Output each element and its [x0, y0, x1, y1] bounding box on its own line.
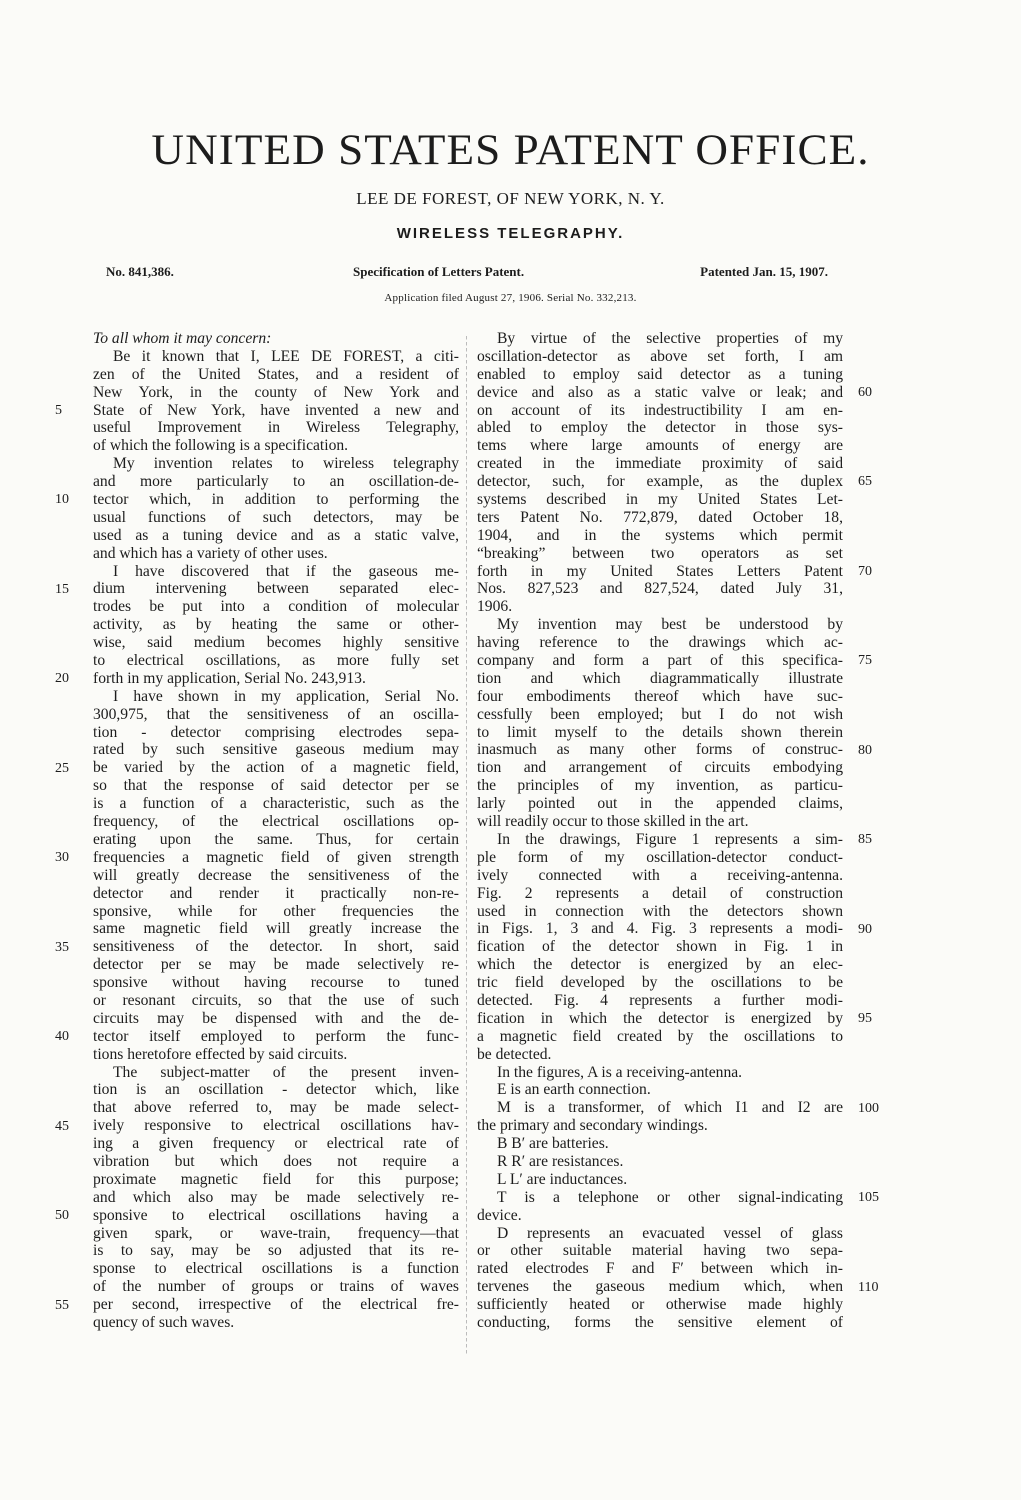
text-line: and more particularly to an oscillation-de- [93, 473, 459, 491]
text-line: detector and render it practically non-re- [93, 884, 459, 902]
text-line: My invention may best be understood by [497, 616, 843, 634]
text-line: Be it known that I, LEE DE FOREST, a citi- [113, 347, 459, 365]
text-line: sponsive without having recourse to tuned [93, 974, 459, 992]
text-line: “breaking” between two operators as set [477, 544, 843, 562]
text-line: the primary and secondary windings. [477, 1117, 708, 1135]
text-line: activity, as by heating the same or other- [93, 616, 459, 634]
text-line: wise, said medium becomes highly sensitive [93, 634, 459, 652]
text-line: and which has a variety of other uses. [93, 544, 328, 562]
line-number: 15 [55, 581, 69, 597]
text-line: ively responsive to electrical oscillations hav- [93, 1117, 459, 1135]
line-number: 100 [858, 1100, 879, 1116]
text-line: B B′ are batteries. [497, 1135, 609, 1153]
text-line: L L′ are inductances. [497, 1170, 628, 1188]
text-line: enabled to employ said detector as a tuning [477, 365, 843, 383]
text-line: ively connected with a receiving-antenna. [477, 866, 843, 884]
text-line: tion - detector comprising electrodes sepa- [93, 723, 459, 741]
text-line: tions heretofore effected by said circuits. [93, 1045, 348, 1063]
text-line: In the drawings, Figure 1 represents a sim- [497, 830, 843, 848]
text-line: of the number of groups or trains of waves [93, 1278, 459, 1296]
patent-subject: WIRELESS TELEGRAPHY. [396, 225, 625, 242]
text-line: The subject-matter of the present inven- [113, 1063, 459, 1081]
text-line: detector, such, for example, as the duplex [477, 473, 843, 491]
text-line: to electrical oscillations, as more fully set [93, 652, 459, 670]
text-line: a magnetic field created by the oscillations to [477, 1027, 843, 1045]
line-number: 55 [55, 1297, 69, 1313]
text-line: Nos. 827,523 and 827,524, dated July 31, [477, 580, 843, 598]
line-number: 90 [858, 921, 872, 937]
text-line: same magnetic field will greatly increase the [93, 920, 459, 938]
text-line: fication of the detector shown in Fig. 1 in [477, 938, 843, 956]
text-line: will readily occur to those skilled in the art. [477, 813, 749, 831]
line-number: 40 [55, 1029, 69, 1045]
text-line: forth in my United States Letters Patent [477, 562, 843, 580]
text-line: tion is an oscillation - detector which, like [93, 1081, 459, 1099]
text-line: tion and arrangement of circuits embodying [477, 759, 843, 777]
text-line: fication in which the detector is energized by [477, 1009, 843, 1027]
specification-label: Specification of Letters Patent. [353, 264, 525, 279]
text-line: To all whom it may concern: [93, 330, 272, 347]
text-line: cessfully been employed; but I do not wish [477, 705, 843, 723]
line-number: 5 [55, 402, 62, 418]
text-line: on account of its indestructibility I am en- [477, 401, 843, 419]
text-line: forth in my application, Serial No. 243,913. [93, 669, 366, 687]
text-line: I have discovered that if the gaseous me- [113, 562, 459, 580]
text-line: tector which, in addition to performing the [93, 491, 459, 509]
text-line: to limit myself to the details shown therein [477, 723, 843, 741]
text-line: tion and which diagrammatically illustrate [477, 669, 843, 687]
text-line: tervenes the gaseous medium which, when [477, 1278, 843, 1296]
text-line: will greatly decrease the sensitiveness of the [93, 866, 459, 884]
inventor-line: LEE DE FOREST, OF NEW YORK, N. Y. [356, 189, 665, 208]
text-line: 1906. [477, 598, 513, 616]
line-number: 10 [55, 492, 69, 508]
line-number: 105 [858, 1190, 879, 1206]
text-line: used as a tuning device and as a static valve, [93, 526, 459, 544]
text-line: four embodiments thereof which have suc- [477, 687, 843, 705]
text-line: rated by such sensitive gaseous medium may [93, 741, 459, 759]
text-line: device. [477, 1206, 522, 1224]
text-line: or other suitable material having two sepa- [477, 1242, 843, 1260]
text-line: sponsive to electrical oscillations having a [93, 1206, 459, 1224]
line-number: 45 [55, 1118, 69, 1134]
line-number: 30 [55, 850, 69, 866]
text-line: per second, irrespective of the electrical fre- [93, 1296, 459, 1314]
text-line: vibration but which does not require a [93, 1152, 459, 1170]
text-line: tric field developed by the oscillations to be [477, 974, 843, 992]
line-number: 65 [858, 474, 872, 490]
text-line: Fig. 2 represents a detail of construction [477, 884, 843, 902]
text-line: given spark, or wave-train, frequency—that [93, 1224, 459, 1242]
line-number: 95 [858, 1011, 872, 1027]
text-line: dium intervening between separated elec- [93, 580, 459, 598]
text-line: My invention relates to wireless telegraphy [113, 455, 459, 473]
text-line: In the figures, A is a receiving-antenna. [497, 1063, 743, 1081]
text-line: proximate magnetic field for this purpose; [93, 1170, 459, 1188]
line-number: 50 [55, 1208, 69, 1224]
line-number: 25 [55, 760, 69, 776]
text-line: By virtue of the selective properties of my [497, 330, 843, 347]
line-number: 35 [55, 939, 69, 955]
text-line: be varied by the action of a magnetic field, [93, 759, 459, 777]
text-line: M is a transformer, of which I1 and I2 are [497, 1099, 843, 1117]
text-line: tector itself employed to perform the func- [93, 1027, 459, 1045]
line-number: 60 [858, 384, 872, 400]
line-number: 85 [858, 832, 872, 848]
text-line: frequency, of the electrical oscillations op- [93, 813, 459, 831]
text-line: T is a telephone or other signal-indicating [497, 1188, 843, 1206]
text-line: abled to employ the detector in those sys- [477, 419, 843, 437]
line-number: 75 [858, 653, 872, 669]
text-line: E is an earth connection. [497, 1081, 651, 1099]
text-line: so that the response of said detector per se [93, 777, 459, 795]
text-line: D represents an evacuated vessel of glass [497, 1224, 843, 1242]
text-line: rated electrodes F and F′ between which in- [477, 1260, 843, 1278]
patented-date: Patented Jan. 15, 1907. [700, 264, 828, 279]
line-number: 20 [55, 671, 69, 687]
text-line: that above referred to, may be made select- [93, 1099, 459, 1117]
right-text-column [477, 330, 843, 1332]
text-line: trodes be put into a condition of molecular [93, 598, 459, 616]
patent-number: No. 841,386. [106, 264, 174, 279]
text-line: ters Patent No. 772,879, dated October 18, [477, 508, 843, 526]
text-line: 1904, and in the systems which permit [477, 526, 843, 544]
text-line: R R′ are resistances. [497, 1152, 624, 1170]
text-line: ple form of my oscillation-detector conduct- [477, 848, 843, 866]
text-line: larly pointed out in the appended claims, [477, 795, 843, 813]
line-number: 70 [858, 563, 872, 579]
text-line: circuits may be dispensed with and the de- [93, 1009, 459, 1027]
column-divider [466, 336, 467, 1356]
text-line: be detected. [477, 1045, 552, 1063]
text-line: tems where large amounts of energy are [477, 437, 843, 455]
text-line: sufficiently heated or otherwise made highly [477, 1296, 843, 1314]
text-line: having reference to the drawings which ac- [477, 634, 843, 652]
text-line: the principles of my invention, as particu- [477, 777, 843, 795]
text-line: frequencies a magnetic field of given strength [93, 848, 459, 866]
left-text-column [93, 330, 459, 1332]
text-line: or resonant circuits, so that the use of such [93, 991, 459, 1009]
office-title: UNITED STATES PATENT OFFICE. [151, 127, 870, 174]
text-line: State of New York, have invented a new and [93, 401, 459, 419]
text-line: usual functions of such detectors, may be [93, 508, 459, 526]
text-line: used in connection with the detectors shown [477, 902, 843, 920]
text-line: zen of the United States, and a resident of [93, 365, 459, 383]
text-line: ing a given frequency or electrical rate of [93, 1135, 459, 1153]
text-line: sponse to electrical oscillations is a function [93, 1260, 459, 1278]
text-line: is to say, may be so adjusted that its re- [93, 1242, 459, 1260]
text-line: useful Improvement in Wireless Telegraphy, [93, 419, 459, 437]
text-line: inasmuch as many other forms of construc- [477, 741, 843, 759]
text-line: which the detector is energized by an elec- [477, 956, 843, 974]
text-line: detected. Fig. 4 represents a further modi- [477, 991, 843, 1009]
text-line: created in the immediate proximity of said [477, 455, 843, 473]
text-line: 300,975, that the sensitiveness of an oscilla- [93, 705, 459, 723]
text-line: in Figs. 1, 3 and 4. Fig. 3 represents a modi- [477, 920, 843, 938]
text-line: conducting, forms the sensitive element of [477, 1313, 843, 1331]
application-line: Application filed August 27, 1906. Serial No. 332,213. [384, 292, 637, 304]
text-line: erating upon the same. Thus, for certain [93, 830, 459, 848]
line-number: 110 [858, 1279, 879, 1295]
text-line: company and form a part of this specifica- [477, 652, 843, 670]
text-line: oscillation-detector as above set forth, I am [477, 347, 843, 365]
text-line: New York, in the county of New York and [93, 383, 459, 401]
text-line: of which the following is a specification. [93, 437, 349, 455]
text-line: device and also as a static valve or leak; and [477, 383, 843, 401]
text-line: and which also may be made selectively re- [93, 1188, 459, 1206]
text-line: sponsive, while for other frequencies the [93, 902, 459, 920]
line-number: 80 [858, 742, 872, 758]
text-line: I have shown in my application, Serial No. [113, 687, 459, 705]
text-line: systems described in my United States Let- [477, 491, 843, 509]
text-line: sensitiveness of the detector. In short, said [93, 938, 459, 956]
text-line: is a function of a characteristic, such as the [93, 795, 459, 813]
text-line: detector per se may be made selectively re- [93, 956, 459, 974]
text-line: quency of such waves. [93, 1313, 235, 1331]
